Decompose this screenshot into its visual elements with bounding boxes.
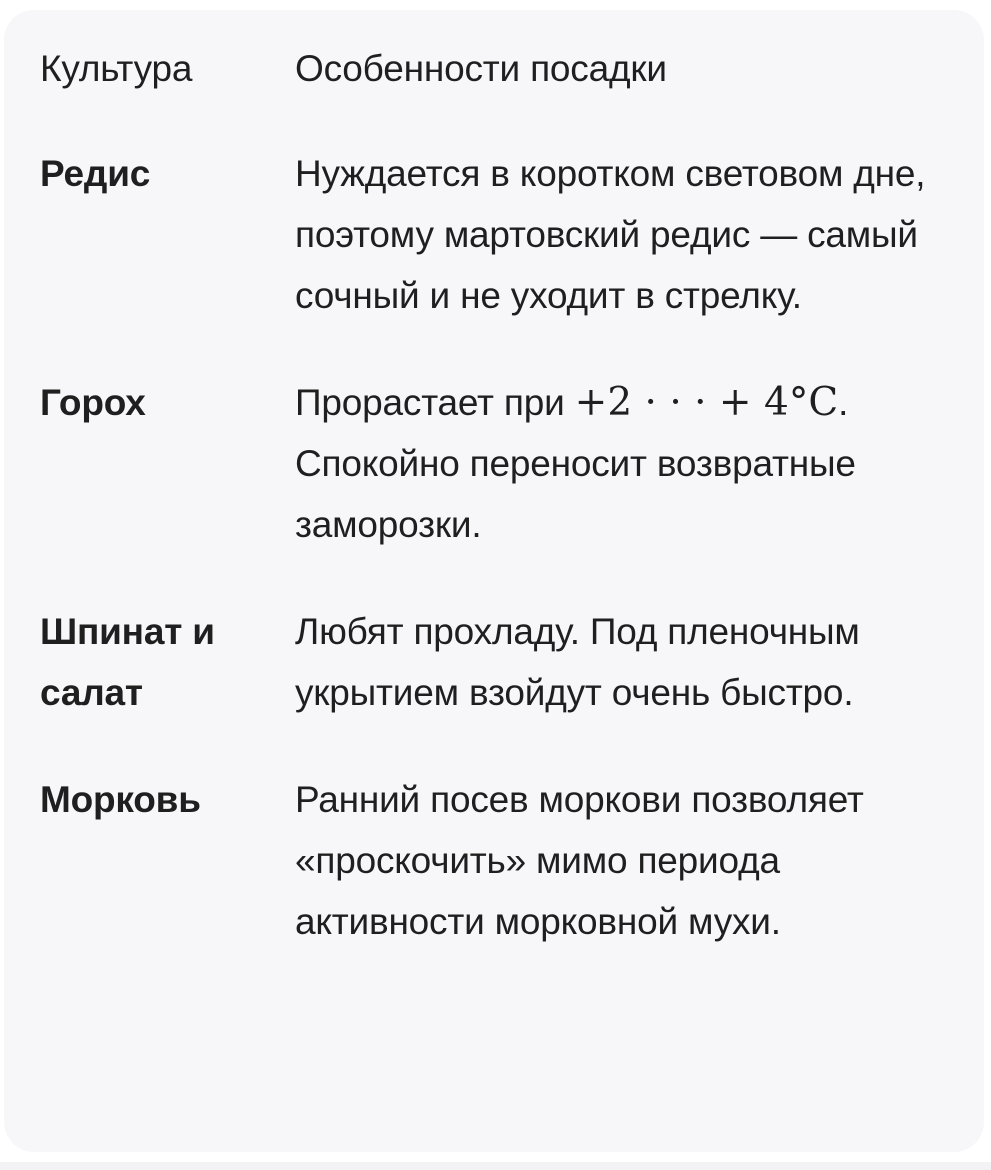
crop-name: Шпинат и салат — [40, 611, 215, 713]
table-row — [40, 769, 960, 998]
crop-name: Морковь — [40, 779, 201, 820]
table-row — [40, 143, 960, 372]
table-header-row — [40, 38, 960, 143]
header-crop: Культура — [40, 48, 193, 89]
crop-name: Горох — [40, 382, 146, 423]
planting-notes: Нуждается в коротком световом дне, поэтому мартовский редис — самый сочный и не уходит в стрелку. — [295, 153, 926, 316]
table-row — [40, 601, 960, 769]
planting-table-card — [4, 10, 984, 1152]
planting-notes: Ранний посев моркови позволяет «проскочить» мимо периода активности морковной мухи. — [295, 779, 864, 942]
next-card-edge — [0, 1162, 991, 1170]
header-planting: Особенности посадки — [295, 48, 667, 89]
table-row — [40, 372, 960, 601]
notes-text: Прорастает при — [295, 382, 575, 423]
planting-notes: Любят прохладу. Под пленочным укрытием взойдут очень быстро. — [295, 611, 860, 713]
planting-notes — [295, 372, 960, 601]
temperature-formula: +2 · · · + 4°С — [574, 380, 839, 425]
planting-table — [40, 38, 960, 998]
notes-text: . Спокойно переносит возвратные заморозки. — [295, 382, 856, 545]
crop-name: Редис — [40, 153, 151, 194]
